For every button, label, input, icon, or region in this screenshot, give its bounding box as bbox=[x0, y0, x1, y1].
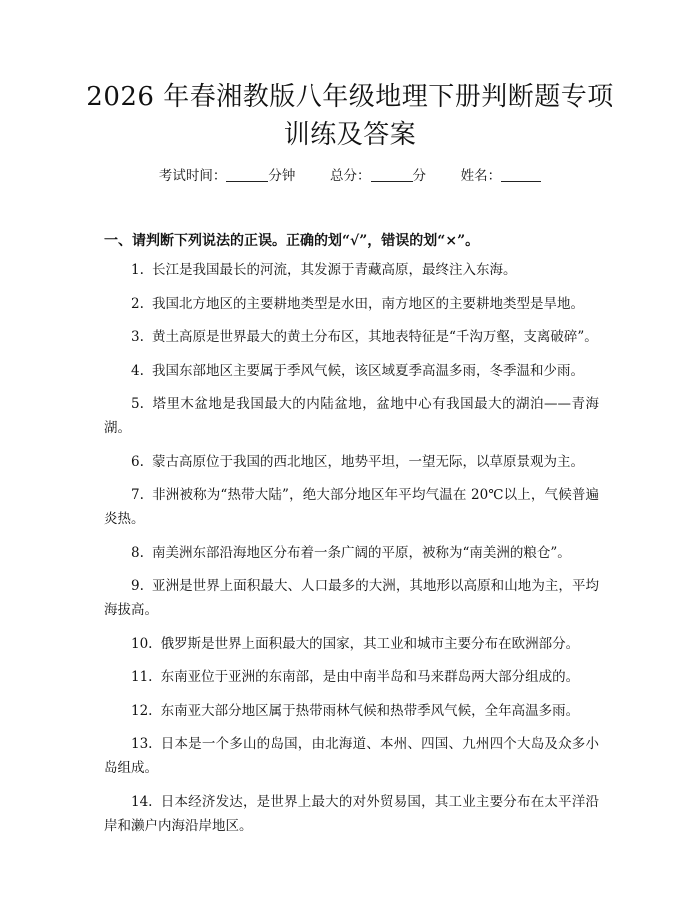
document-title bbox=[60, 78, 640, 154]
question-text: 非洲被称为“热带大陆”，绝大部分地区年平均气温在 20℃以上，气候普遍炎热。 bbox=[104, 487, 599, 527]
question-text: 蒙古高原位于我国的西北地区，地势平坦，一望无际，以草原景观为主。 bbox=[151, 453, 584, 470]
time-blank bbox=[226, 167, 268, 182]
question-number: 3. bbox=[131, 329, 144, 345]
question-text: 东南亚位于亚洲的东南部，是由中南半岛和马来群岛两大部分组成的。 bbox=[160, 669, 580, 685]
question-number: 7. bbox=[131, 487, 144, 503]
question-text: 黄土高原是世界最大的黄土分布区，其地表特征是“千沟万壑，支离破碎”。 bbox=[151, 329, 598, 345]
question-number: 10. bbox=[131, 635, 153, 652]
question-number: 13. bbox=[131, 736, 153, 752]
question-text: 日本是一个多山的岛国，由北海道、本州、四国、九州四个大岛及众多小岛组成。 bbox=[104, 736, 599, 776]
question-number: 2. bbox=[131, 295, 144, 312]
question-item bbox=[104, 541, 599, 565]
question-number: 6. bbox=[131, 453, 144, 470]
time-label: 考试时间： bbox=[158, 168, 227, 184]
question-item bbox=[104, 699, 599, 723]
score-blank bbox=[371, 167, 413, 182]
question-item bbox=[104, 258, 599, 282]
question-text: 亚洲是世界上面积最大、人口最多的大洲，其地形以高原和山地为主，平均海拔高。 bbox=[104, 578, 599, 618]
question-item bbox=[104, 359, 599, 383]
question-item bbox=[104, 392, 599, 440]
question-item bbox=[104, 483, 599, 531]
question-number: 11. bbox=[131, 669, 153, 685]
question-number: 12. bbox=[131, 702, 153, 719]
question-item bbox=[104, 732, 599, 780]
question-list bbox=[104, 258, 599, 847]
question-number: 14. bbox=[131, 793, 153, 810]
score-unit: 分 bbox=[412, 168, 426, 184]
question-number: 4. bbox=[131, 362, 144, 379]
exam-meta bbox=[0, 166, 700, 186]
question-text: 我国东部地区主要属于季风气候，该区域夏季高温多雨，冬季温和少雨。 bbox=[151, 362, 584, 379]
title-line-1: 2026 年春湘教版八年级地理下册判断题专项 bbox=[86, 82, 614, 112]
question-number: 5. bbox=[131, 396, 144, 412]
title-line-2: 训练及答案 bbox=[283, 120, 417, 150]
question-text: 日本经济发达，是世界上最大的对外贸易国，其工业主要分布在太平洋沿岸和濑户内海沿岸地区。 bbox=[104, 793, 599, 834]
question-text: 俄罗斯是世界上面积最大的国家，其工业和城市主要分布在欧洲部分。 bbox=[160, 635, 580, 652]
name-label: 姓名： bbox=[460, 168, 502, 184]
time-unit: 分钟 bbox=[268, 168, 296, 184]
question-number: 1. bbox=[131, 262, 144, 278]
question-text: 我国北方地区的主要耕地类型是水田，南方地区的主要耕地类型是旱地。 bbox=[151, 295, 584, 312]
question-text: 塔里木盆地是我国最大的内陆盆地，盆地中心有我国最大的湖泊——青海湖。 bbox=[104, 396, 599, 436]
section-heading: 一、请判断下列说法的正误。正确的划“√”，错误的划“×”。 bbox=[104, 233, 480, 249]
question-item bbox=[104, 292, 599, 316]
question-item bbox=[104, 325, 599, 349]
question-item bbox=[104, 790, 599, 838]
question-item bbox=[104, 574, 599, 622]
question-text: 东南亚大部分地区属于热带雨林气候和热带季风气候，全年高温多雨。 bbox=[160, 702, 580, 719]
score-label: 总分： bbox=[330, 168, 371, 184]
question-number: 8. bbox=[131, 544, 144, 561]
question-text: 长江是我国最长的河流，其发源于青藏高原，最终注入东海。 bbox=[151, 262, 517, 278]
question-item bbox=[104, 450, 599, 474]
question-item bbox=[104, 632, 599, 656]
question-item bbox=[104, 665, 599, 689]
name-blank bbox=[501, 167, 541, 182]
question-text: 南美洲东部沿海地区分布着一条广阔的平原，被称为“南美洲的粮仓”。 bbox=[151, 544, 571, 561]
question-number: 9. bbox=[131, 578, 144, 594]
